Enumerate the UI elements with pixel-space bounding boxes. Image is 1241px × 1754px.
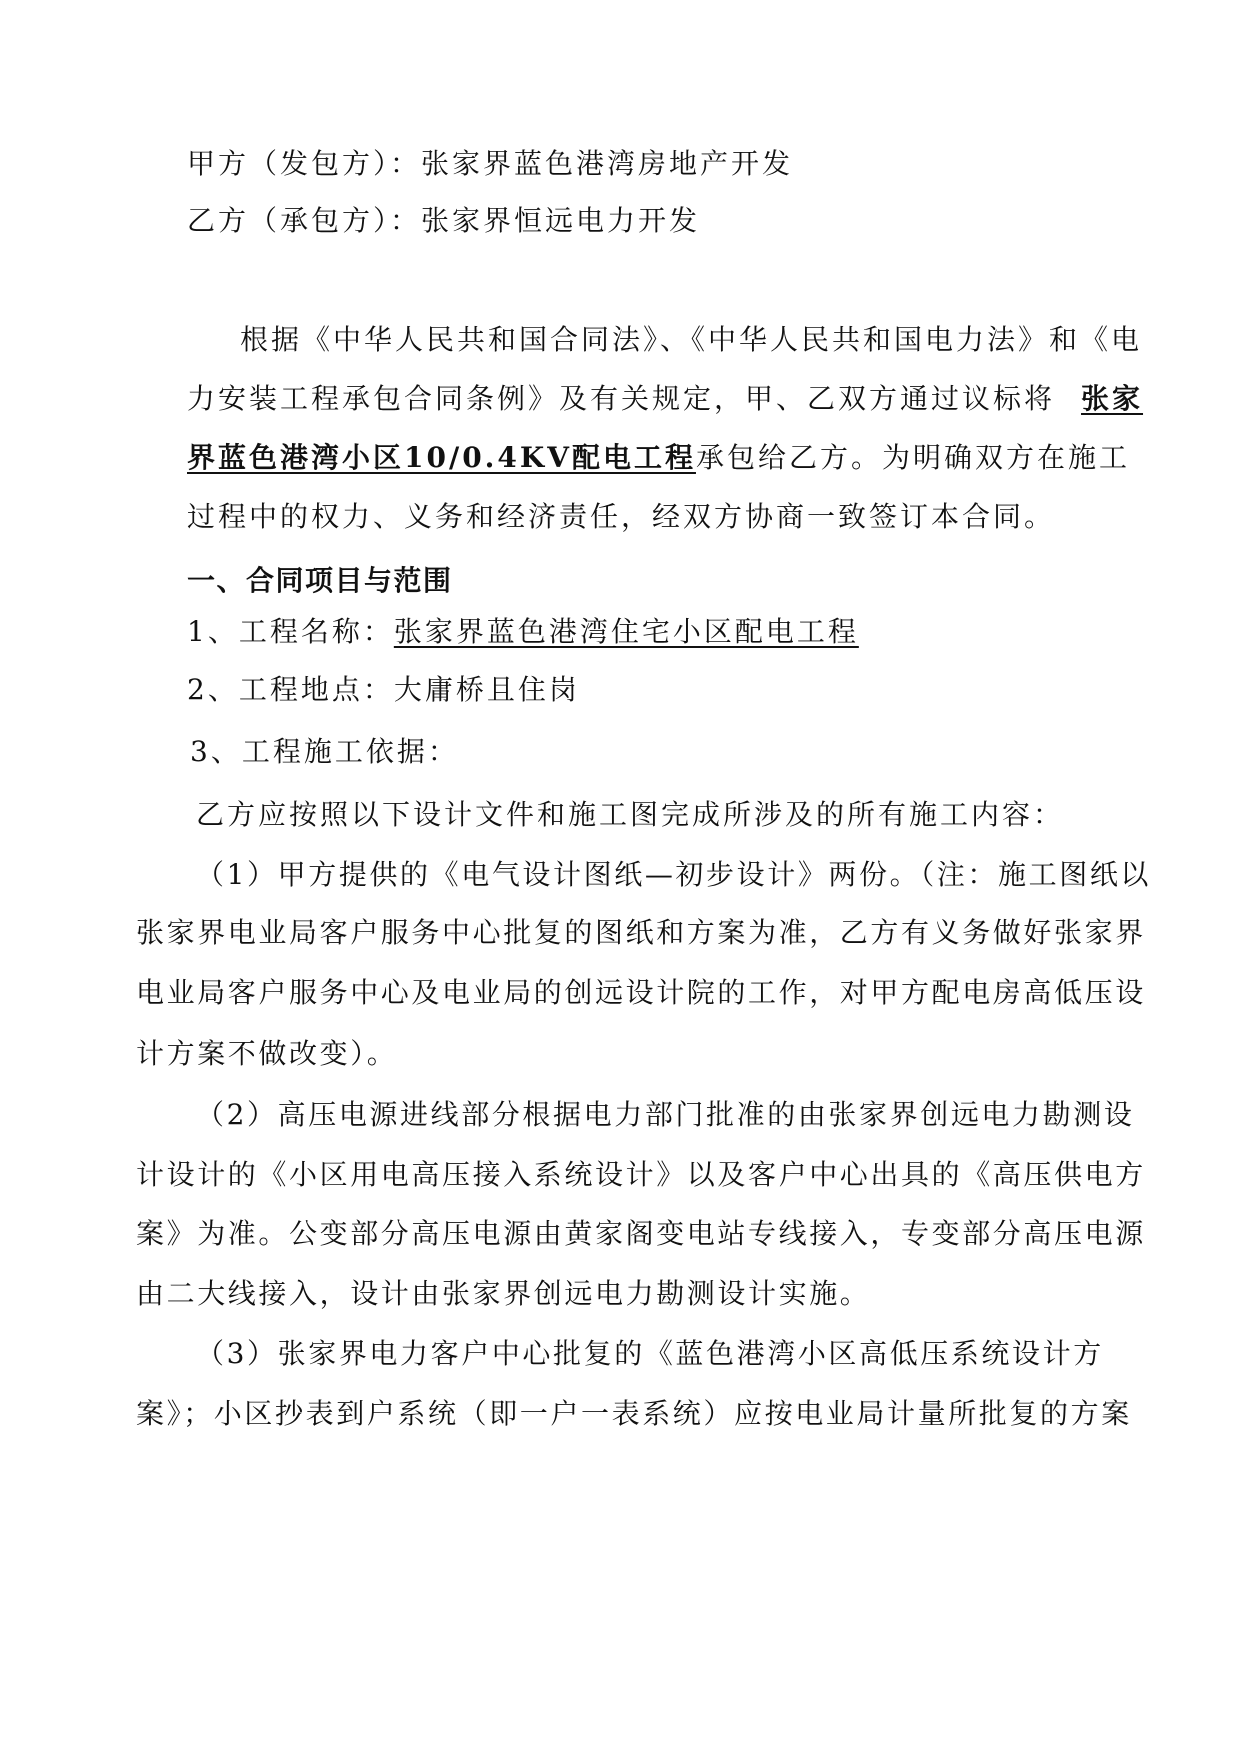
clause-1-line-1: （1）甲方提供的《电气设计图纸—初步设计》两份。（注：施工图纸以: [196, 858, 1152, 891]
item-project-location: 2、工程地点：大庸桥且住岗: [187, 673, 580, 706]
clause-2-line-4: 由二大线接入，设计由张家界创远电力勘测设计实施。: [136, 1277, 871, 1310]
party-b-line: 乙方（承包方）：张家界恒远电力开发: [187, 204, 701, 237]
intro-line-3: [187, 440, 1130, 476]
intro-line-2-text: 力安装工程承包合同条例》及有关规定，甲、乙双方通过议标将: [187, 382, 1056, 415]
clause-2-line-1: （2）高压电源进线部分根据电力部门批准的由张家界创远电力勘测设: [196, 1098, 1135, 1131]
intro-line-4: 过程中的权力、义务和经济责任，经双方协商一致签订本合同。: [187, 500, 1056, 533]
clause-3-line-2: 案》；小区抄表到户系统（即一户一表系统）应按电业局计量所批复的方案: [136, 1397, 1132, 1430]
item-construction-basis: 3、工程施工依据：: [190, 735, 459, 768]
clause-1-line-2: 张家界电业局客户服务中心批复的图纸和方案为准，乙方有义务做好张家界: [136, 916, 1146, 949]
item-project-name-label: 1、工程名称：: [187, 615, 394, 648]
party-a-line: 甲方（发包方）：张家界蓝色港湾房地产开发: [187, 147, 794, 180]
clause-2-line-3: 案》为准。公变部分高压电源由黄家阁变电站专线接入，专变部分高压电源: [136, 1217, 1146, 1250]
intro-line-2: [187, 381, 1143, 417]
item-project-name-value: 张家界蓝色港湾住宅小区配电工程: [393, 615, 859, 648]
item-project-name: [187, 614, 859, 650]
clause-1-line-3: 电业局客户服务中心及电业局的创远设计院的工作，对甲方配电房高低压设: [136, 976, 1146, 1009]
project-name-part-1: 张家: [1081, 382, 1144, 415]
basis-intro: 乙方应按照以下设计文件和施工图完成所涉及的所有施工内容：: [196, 798, 1065, 831]
clause-1-line-4: 计方案不做改变）。: [136, 1037, 398, 1070]
clause-2-line-2: 计设计的《小区用电高压接入系统设计》以及客户中心出具的《高压供电方: [136, 1158, 1146, 1191]
clause-3-line-1: （3）张家界电力客户中心批复的《蓝色港湾小区高低压系统设计方: [196, 1337, 1104, 1370]
section-heading: 一、合同项目与范围: [187, 564, 453, 597]
intro-line-1: 根据《中华人民共和国合同法》、《中华人民共和国电力法》和《电: [240, 323, 1143, 356]
intro-line-3-text: 承包给乙方。为明确双方在施工: [695, 441, 1130, 474]
project-name-part-2: 界蓝色港湾小区10/0.4KV配电工程: [187, 441, 696, 474]
